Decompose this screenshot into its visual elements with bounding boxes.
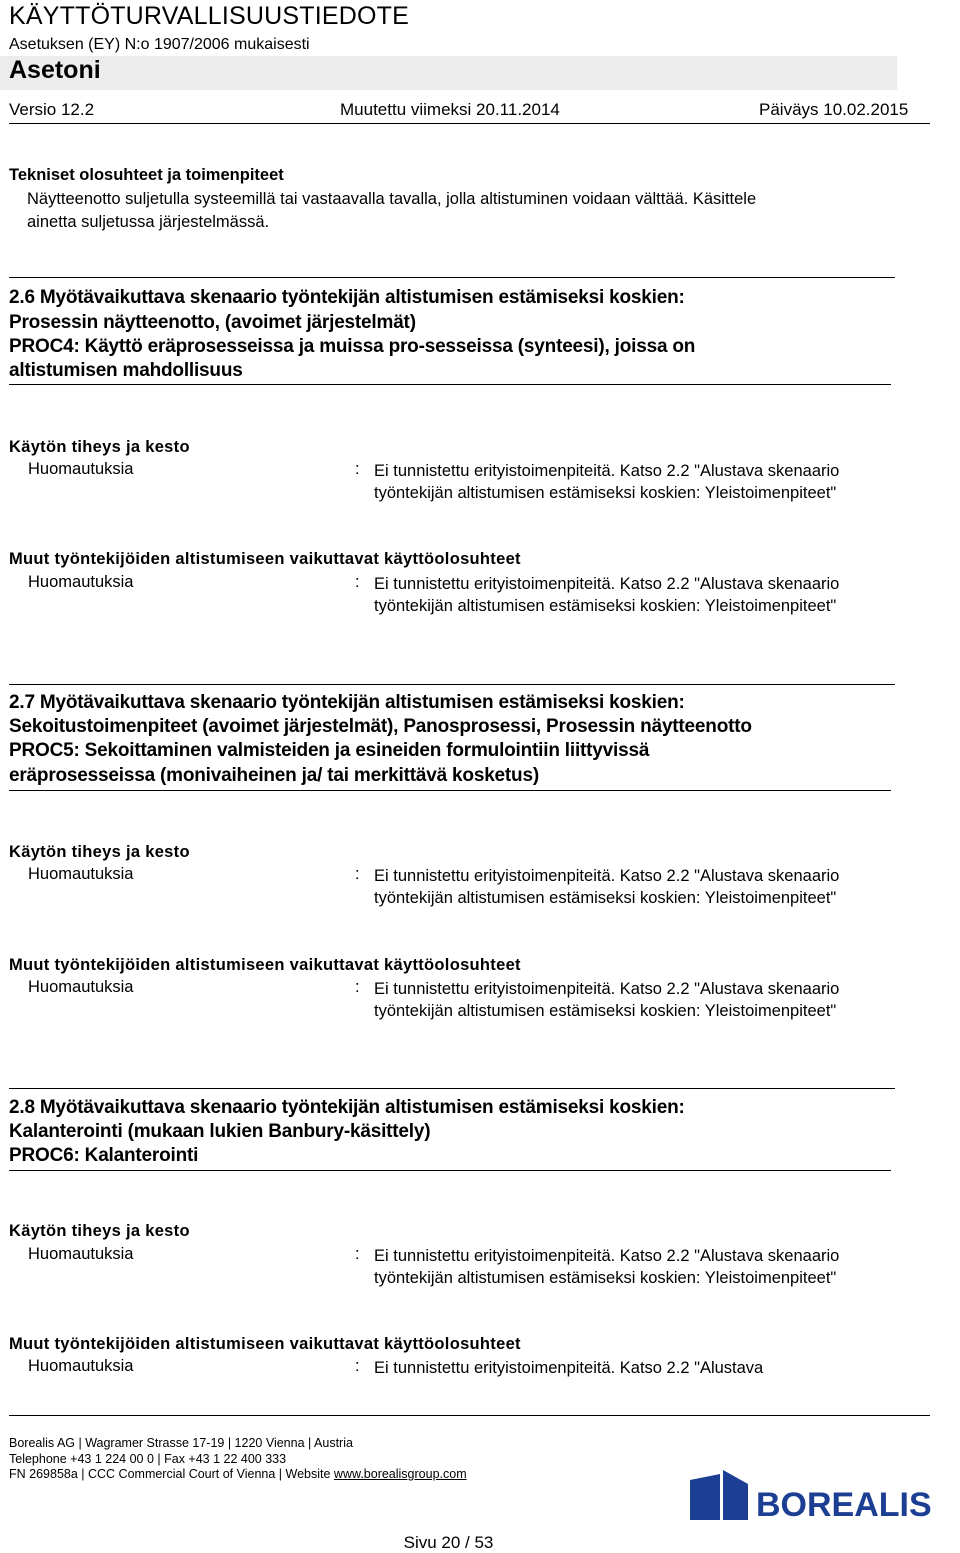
technical-line-2: ainetta suljetussa järjestelmässä. <box>27 213 270 231</box>
remarks-label: Huomautuksia <box>28 978 134 996</box>
technical-line-1: Näytteenotto suljetulla systeemillä tai vastaavalla tavalla, jolla altistuminen voidaan välttää. Käsittele <box>27 190 757 208</box>
footer-registration <box>9 1467 467 1481</box>
colon: : <box>355 978 360 996</box>
remarks-value: Ei tunnistettu erityistoimenpiteitä. Katso 2.2 "Alustava skenaario työntekijän altistumisen estämiseksi koskien: Yleistoimenpiteet" <box>374 1247 840 1287</box>
other-conditions-heading: Muut työntekijöiden altistumiseen vaikuttavat käyttöolosuhteet <box>9 1335 521 1353</box>
remarks-value: Ei tunnistettu erityistoimenpiteitä. Katso 2.2 "Alustava skenaario työntekijän altistumisen estämiseksi koskien: Yleistoimenpiteet" <box>374 575 840 615</box>
website-link[interactable]: www.borealisgroup.com <box>333 1467 467 1481</box>
product-name: Asetoni <box>9 56 101 84</box>
logo-text: BOREALIS <box>756 1486 932 1524</box>
section-2-7-line-4: eräprosesseissa (monivaiheinen ja/ tai merkittävä kosketus) <box>9 765 539 786</box>
colon: : <box>355 1245 360 1263</box>
remarks-value: Ei tunnistettu erityistoimenpiteitä. Katso 2.2 "Alustava skenaario työntekijän altistumisen estämiseksi koskien: Yleistoimenpiteet" <box>374 462 840 502</box>
remarks-value: Ei tunnistettu erityistoimenpiteitä. Katso 2.2 "Alustava skenaario työntekijän altistumisen estämiseksi koskien: Yleistoimenpiteet" <box>374 867 840 907</box>
remarks-label: Huomautuksia <box>28 573 134 591</box>
section-rule <box>9 1088 895 1089</box>
frequency-group-heading: Käytön tiheys ja kesto <box>9 843 190 861</box>
last-modified: Muutettu viimeksi 20.11.2014 <box>340 100 560 119</box>
colon: : <box>355 460 360 478</box>
section-2-6-line-2: Prosessin näytteenotto, (avoimet järjestelmät) <box>9 312 416 333</box>
section-rule <box>9 684 895 685</box>
remarks-value: Ei tunnistettu erityistoimenpiteitä. Katso 2.2 "Alustava skenaario työntekijän altistumisen estämiseksi koskien: Yleistoimenpiteet" <box>374 980 840 1020</box>
technical-heading: Tekniset olosuhteet ja toimenpiteet <box>9 166 284 184</box>
section-2-6-title: 2.6 Myötävaikuttava skenaario työntekijän altistumisen estämiseksi koskien: <box>9 287 685 308</box>
colon: : <box>355 573 360 591</box>
other-conditions-heading: Muut työntekijöiden altistumiseen vaikuttavat käyttöolosuhteet <box>9 956 521 974</box>
frequency-group-heading: Käytön tiheys ja kesto <box>9 438 190 456</box>
section-2-7-line-2: Sekoitustoimenpiteet (avoimet järjestelmät), Panosprosessi, Prosessin näytteenotto <box>9 716 752 737</box>
section-rule <box>9 384 891 385</box>
date: Päiväys 10.02.2015 <box>759 100 909 119</box>
colon: : <box>355 1357 360 1375</box>
document-title: KÄYTTÖTURVALLISUUSTIEDOTE <box>9 2 409 30</box>
other-conditions-heading: Muut työntekijöiden altistumiseen vaikuttavat käyttöolosuhteet <box>9 550 521 568</box>
section-rule <box>9 1170 891 1171</box>
remarks-label: Huomautuksia <box>28 1357 134 1375</box>
footer-phone: Telephone +43 1 224 00 0 | Fax +43 1 22 400 333 <box>9 1452 287 1466</box>
section-2-8-line-3: PROC6: Kalanterointi <box>9 1145 199 1166</box>
borealis-logo <box>690 1470 955 1524</box>
footer-registration-text: FN 269858a | CCC Commercial Court of Vienna | Website <box>9 1467 334 1481</box>
logo-mark-right <box>723 1470 748 1520</box>
colon: : <box>355 865 360 883</box>
header-rule <box>9 123 930 124</box>
section-2-7-line-3: PROC5: Sekoittaminen valmisteiden ja esineiden formulointiin liittyvissä <box>9 740 650 761</box>
remarks-label: Huomautuksia <box>28 460 134 478</box>
section-2-8-title: 2.8 Myötävaikuttava skenaario työntekijän altistumisen estämiseksi koskien: <box>9 1097 685 1118</box>
logo-mark-left <box>690 1474 720 1520</box>
remarks-label: Huomautuksia <box>28 865 134 883</box>
footer-address: Borealis AG | Wagramer Strasse 17-19 | 1220 Vienna | Austria <box>9 1436 353 1450</box>
section-2-7-title: 2.7 Myötävaikuttava skenaario työntekijän altistumisen estämiseksi koskien: <box>9 692 685 713</box>
section-rule <box>9 277 895 278</box>
section-2-6-line-3: PROC4: Käyttö eräprosesseissa ja muissa pro-sesseissa (synteesi), joissa on <box>9 336 696 357</box>
page-number: Sivu 20 / 53 <box>403 1533 494 1552</box>
remarks-value-partial: Ei tunnistettu erityistoimenpiteitä. Katso 2.2 "Alustava <box>374 1359 764 1377</box>
regulation-subtitle: Asetuksen (EY) N:o 1907/2006 mukaisesti <box>9 36 310 53</box>
section-2-8-line-2: Kalanterointi (mukaan lukien Banbury-käsittely) <box>9 1121 431 1142</box>
footer-rule <box>9 1415 930 1416</box>
frequency-group-heading: Käytön tiheys ja kesto <box>9 1222 190 1240</box>
remarks-label: Huomautuksia <box>28 1245 134 1263</box>
version: Versio 12.2 <box>9 100 95 119</box>
section-2-6-line-4: altistumisen mahdollisuus <box>9 360 243 381</box>
product-bar <box>0 56 897 90</box>
section-rule <box>9 790 891 791</box>
